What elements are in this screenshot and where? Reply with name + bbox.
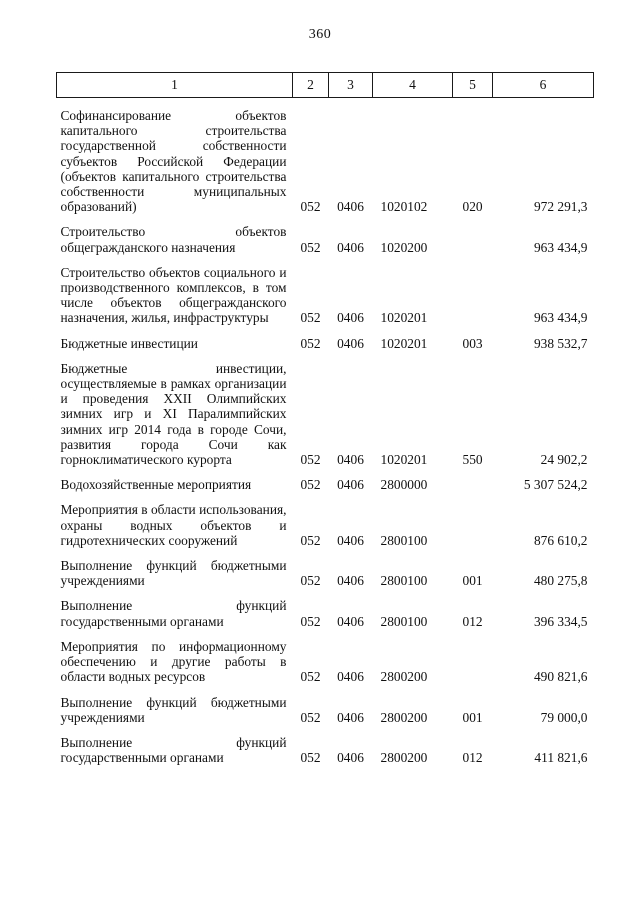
row-name: Бюджетные инвестиции bbox=[60, 335, 198, 351]
row-expense-type: 012 bbox=[462, 750, 483, 766]
table-row bbox=[57, 477, 594, 492]
row-expense-type: 003 bbox=[462, 335, 483, 351]
row-target-code: 2800100 bbox=[380, 573, 428, 589]
table-row bbox=[57, 361, 594, 467]
table-row bbox=[57, 639, 594, 685]
row-expense-type bbox=[453, 477, 493, 492]
row-expense-type: 001 bbox=[462, 573, 483, 589]
row-expense-type: 550 bbox=[462, 452, 483, 468]
row-section-code: 0406 bbox=[337, 532, 364, 548]
row-expense-type: 020 bbox=[462, 199, 483, 215]
header-col-6: 6 bbox=[493, 73, 594, 98]
row-name: Строительство объектов общегражданского назначения bbox=[60, 224, 287, 255]
row-target-code: 1020102 bbox=[380, 199, 428, 215]
row-target-code: 1020201 bbox=[380, 335, 428, 351]
table-body bbox=[57, 98, 594, 766]
row-expense-type bbox=[453, 265, 493, 326]
row-target-code: 2800200 bbox=[380, 709, 428, 725]
row-name: Мероприятия по информационному обеспечению и другие работы в области водных ресурсов bbox=[60, 638, 287, 685]
table-header bbox=[57, 73, 594, 98]
row-target-code: 1020201 bbox=[380, 452, 428, 468]
header-col-4: 4 bbox=[373, 73, 453, 98]
row-target-code: 2800200 bbox=[380, 750, 428, 766]
row-name: Выполнение функций государственными органами bbox=[60, 734, 287, 766]
row-section-code: 0406 bbox=[337, 709, 364, 725]
row-amount: 79 000,0 bbox=[540, 709, 588, 725]
row-ministry-code: 052 bbox=[300, 573, 321, 589]
row-name: Водохозяйственные мероприятия bbox=[60, 477, 252, 493]
row-section-code: 0406 bbox=[337, 669, 364, 685]
row-name: Софинансирование объектов капитального строительства государственной собственности субъектов Российской Федерации (объектов капитального строительства собственности муниципальных образований) bbox=[60, 108, 287, 215]
row-name: Выполнение функций бюджетными учреждениями bbox=[60, 694, 287, 725]
row-expense-type bbox=[453, 224, 493, 254]
row-ministry-code: 052 bbox=[300, 709, 321, 725]
row-name: Мероприятия в области использования, охраны водных объектов и гидротехнических сооружений bbox=[60, 502, 287, 548]
row-ministry-code: 052 bbox=[300, 335, 321, 351]
row-amount: 411 821,6 bbox=[534, 750, 588, 766]
header-col-1: 1 bbox=[57, 73, 293, 98]
table-row bbox=[57, 598, 594, 628]
row-section-code: 0406 bbox=[337, 573, 364, 589]
row-amount: 963 434,9 bbox=[533, 310, 588, 326]
row-target-code: 2800200 bbox=[380, 669, 428, 685]
row-ministry-code: 052 bbox=[300, 310, 321, 326]
row-section-code: 0406 bbox=[337, 335, 364, 351]
table-row bbox=[57, 108, 594, 214]
row-section-code: 0406 bbox=[337, 750, 364, 766]
row-section-code: 0406 bbox=[337, 199, 364, 215]
row-amount: 490 821,6 bbox=[533, 669, 588, 685]
header-col-2: 2 bbox=[293, 73, 329, 98]
row-target-code: 2800100 bbox=[380, 613, 428, 629]
row-expense-type bbox=[453, 502, 493, 548]
row-ministry-code: 052 bbox=[300, 239, 321, 255]
row-target-code: 1020201 bbox=[380, 310, 428, 326]
row-name: Выполнение функций бюджетными учреждениями bbox=[60, 558, 287, 589]
row-amount: 480 275,8 bbox=[533, 573, 588, 589]
table-row bbox=[57, 502, 594, 548]
row-ministry-code: 052 bbox=[300, 669, 321, 685]
row-expense-type: 001 bbox=[462, 709, 483, 725]
row-expense-type bbox=[453, 639, 493, 685]
row-amount: 938 532,7 bbox=[533, 335, 588, 351]
row-target-code: 2800000 bbox=[380, 477, 428, 493]
header-col-5: 5 bbox=[453, 73, 493, 98]
row-section-code: 0406 bbox=[337, 613, 364, 629]
row-target-code: 2800100 bbox=[380, 532, 428, 548]
row-section-code: 0406 bbox=[337, 239, 364, 255]
table-row bbox=[57, 336, 594, 351]
row-ministry-code: 052 bbox=[300, 199, 321, 215]
table-row bbox=[57, 224, 594, 254]
row-target-code: 1020200 bbox=[380, 239, 428, 255]
row-section-code: 0406 bbox=[337, 477, 364, 493]
row-name: Выполнение функций государственными органами bbox=[60, 598, 287, 629]
row-ministry-code: 052 bbox=[300, 613, 321, 629]
row-name: Бюджетные инвестиции, осуществляемые в рамках организации и проведения XXII Олимпийских зимних игр и XI Паралимпийских зимних игр 2014 года в городе Сочи, развития города Сочи как горноклиматического курорта bbox=[60, 360, 287, 468]
page-number: 360 bbox=[308, 27, 332, 42]
header-col-3: 3 bbox=[329, 73, 373, 98]
row-ministry-code: 052 bbox=[300, 477, 321, 493]
header-row bbox=[57, 73, 594, 98]
table-row bbox=[57, 265, 594, 326]
row-ministry-code: 052 bbox=[300, 750, 321, 766]
row-amount: 972 291,3 bbox=[533, 199, 588, 215]
row-name: Строительство объектов социального и производственного комплексов, в том числе объектов общегражданского назначения, жилья, инфраструктуры bbox=[60, 264, 287, 326]
row-expense-type: 012 bbox=[462, 613, 483, 629]
row-amount: 963 434,9 bbox=[533, 239, 588, 255]
row-amount: 876 610,2 bbox=[533, 532, 588, 548]
budget-table bbox=[56, 72, 594, 765]
row-amount: 396 334,5 bbox=[533, 613, 588, 629]
row-section-code: 0406 bbox=[337, 452, 364, 468]
row-section-code: 0406 bbox=[337, 310, 364, 326]
row-amount: 24 902,2 bbox=[540, 452, 588, 468]
row-ministry-code: 052 bbox=[300, 452, 321, 468]
row-amount: 5 307 524,2 bbox=[523, 477, 588, 493]
table-row bbox=[57, 695, 594, 725]
table-row bbox=[57, 735, 594, 765]
row-ministry-code: 052 bbox=[300, 532, 321, 548]
table-row bbox=[57, 558, 594, 588]
